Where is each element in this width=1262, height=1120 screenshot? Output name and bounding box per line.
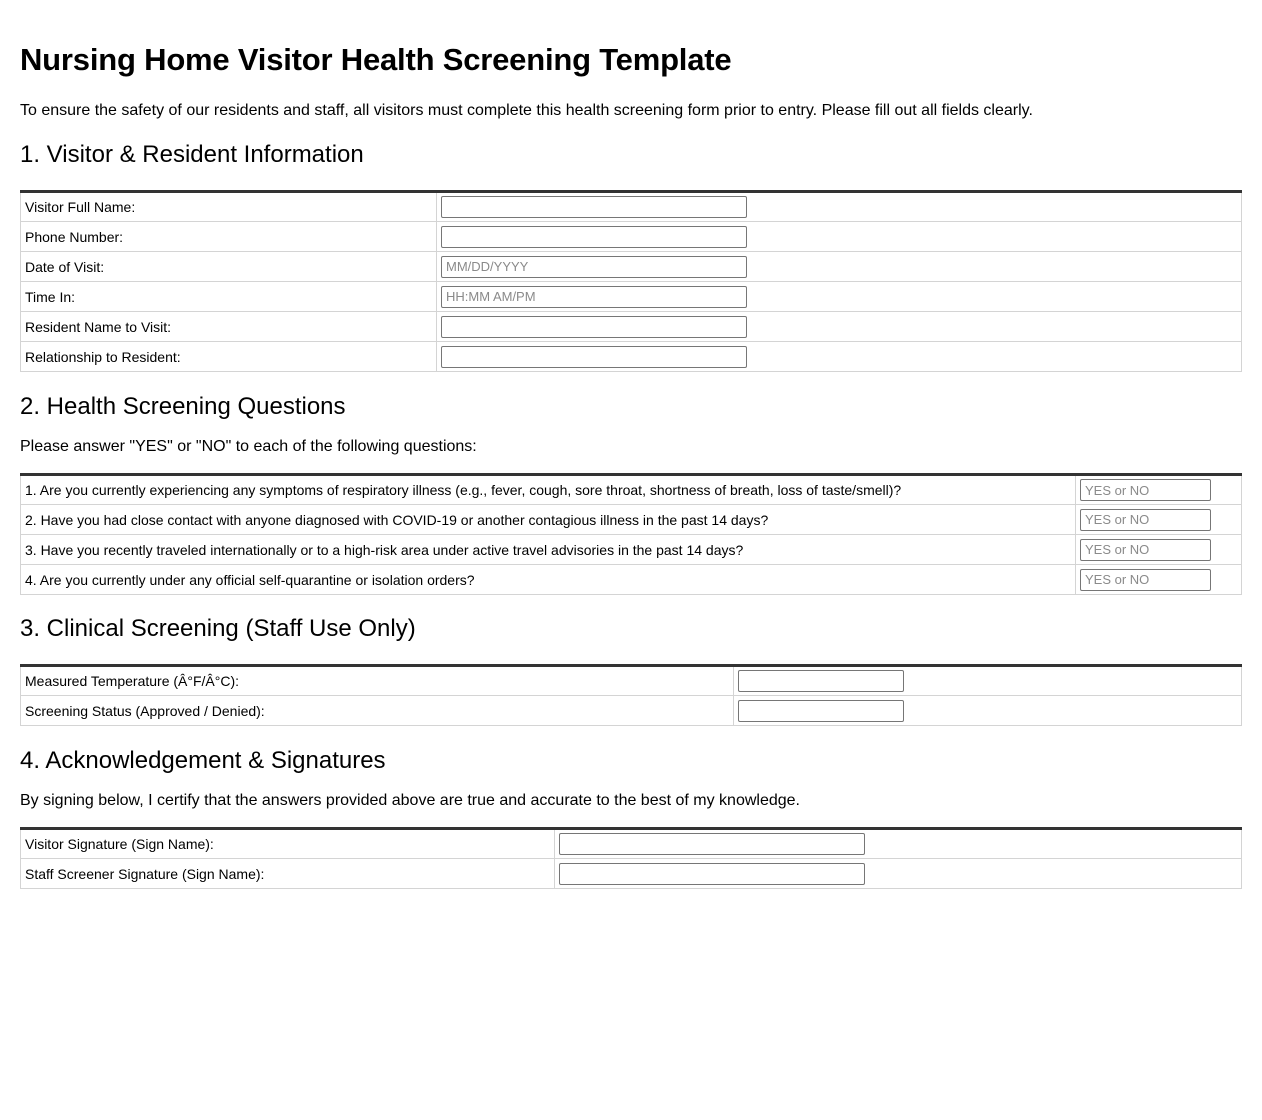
section-4-statement: By signing below, I certify that the answers provided above are true and accurate to the best of my knowledge. xyxy=(20,792,800,809)
table-row xyxy=(21,565,1242,595)
table-row xyxy=(21,696,1242,726)
table-row xyxy=(21,535,1242,565)
screening-status-label: Screening Status (Approved / Denied): xyxy=(21,696,734,726)
date-of-visit-input[interactable] xyxy=(441,256,747,278)
table-row xyxy=(21,666,1242,696)
intro-text: To ensure the safety of our residents and staff, all visitors must complete this health screening form prior to entry. Please fill out all fields clearly. xyxy=(20,102,1033,119)
table-row xyxy=(21,829,1242,859)
signatures-table xyxy=(20,827,1242,889)
table-row xyxy=(21,475,1242,505)
temperature-input[interactable] xyxy=(738,670,904,692)
visitor-info-table xyxy=(20,190,1242,372)
resident-name-label: Resident Name to Visit: xyxy=(21,312,437,342)
table-row xyxy=(21,312,1242,342)
question-2-answer-input[interactable] xyxy=(1080,509,1211,531)
question-3-label: 3. Have you recently traveled internationally or to a high-risk area under active travel advisories in the past 14 days? xyxy=(21,535,1076,565)
visitor-signature-label: Visitor Signature (Sign Name): xyxy=(21,829,555,859)
section-3-heading: 3. Clinical Screening (Staff Use Only) xyxy=(20,615,416,642)
question-2-label: 2. Have you had close contact with anyone diagnosed with COVID-19 or another contagious illness in the past 14 days? xyxy=(21,505,1076,535)
table-row xyxy=(21,252,1242,282)
relationship-label: Relationship to Resident: xyxy=(21,342,437,372)
clinical-screening-table xyxy=(20,664,1242,726)
phone-number-label: Phone Number: xyxy=(21,222,437,252)
health-questions-table xyxy=(20,473,1242,595)
screening-status-input[interactable] xyxy=(738,700,904,722)
table-row xyxy=(21,222,1242,252)
question-4-label: 4. Are you currently under any official self-quarantine or isolation orders? xyxy=(21,565,1076,595)
section-4-heading: 4. Acknowledgement & Signatures xyxy=(20,747,386,774)
phone-number-input[interactable] xyxy=(441,226,747,248)
question-1-answer-input[interactable] xyxy=(1080,479,1211,501)
page-title: Nursing Home Visitor Health Screening Template xyxy=(20,42,732,77)
visitor-name-input[interactable] xyxy=(441,196,747,218)
visitor-signature-input[interactable] xyxy=(559,833,865,855)
table-row xyxy=(21,192,1242,222)
table-row xyxy=(21,342,1242,372)
time-in-label: Time In: xyxy=(21,282,437,312)
table-row xyxy=(21,282,1242,312)
question-4-answer-input[interactable] xyxy=(1080,569,1211,591)
table-row xyxy=(21,505,1242,535)
staff-signature-label: Staff Screener Signature (Sign Name): xyxy=(21,859,555,889)
resident-name-input[interactable] xyxy=(441,316,747,338)
section-2-heading: 2. Health Screening Questions xyxy=(20,393,346,420)
staff-signature-input[interactable] xyxy=(559,863,865,885)
temperature-label: Measured Temperature (Â°F/Â°C): xyxy=(21,666,734,696)
question-1-label: 1. Are you currently experiencing any symptoms of respiratory illness (e.g., fever, cough, sore throat, shortness of breath, loss of taste/smell)? xyxy=(21,475,1076,505)
section-1-heading: 1. Visitor & Resident Information xyxy=(20,141,364,168)
date-of-visit-label: Date of Visit: xyxy=(21,252,437,282)
table-row xyxy=(21,859,1242,889)
section-2-instruction: Please answer "YES" or "NO" to each of the following questions: xyxy=(20,438,477,455)
question-3-answer-input[interactable] xyxy=(1080,539,1211,561)
time-in-input[interactable] xyxy=(441,286,747,308)
relationship-input[interactable] xyxy=(441,346,747,368)
visitor-name-label: Visitor Full Name: xyxy=(21,192,437,222)
